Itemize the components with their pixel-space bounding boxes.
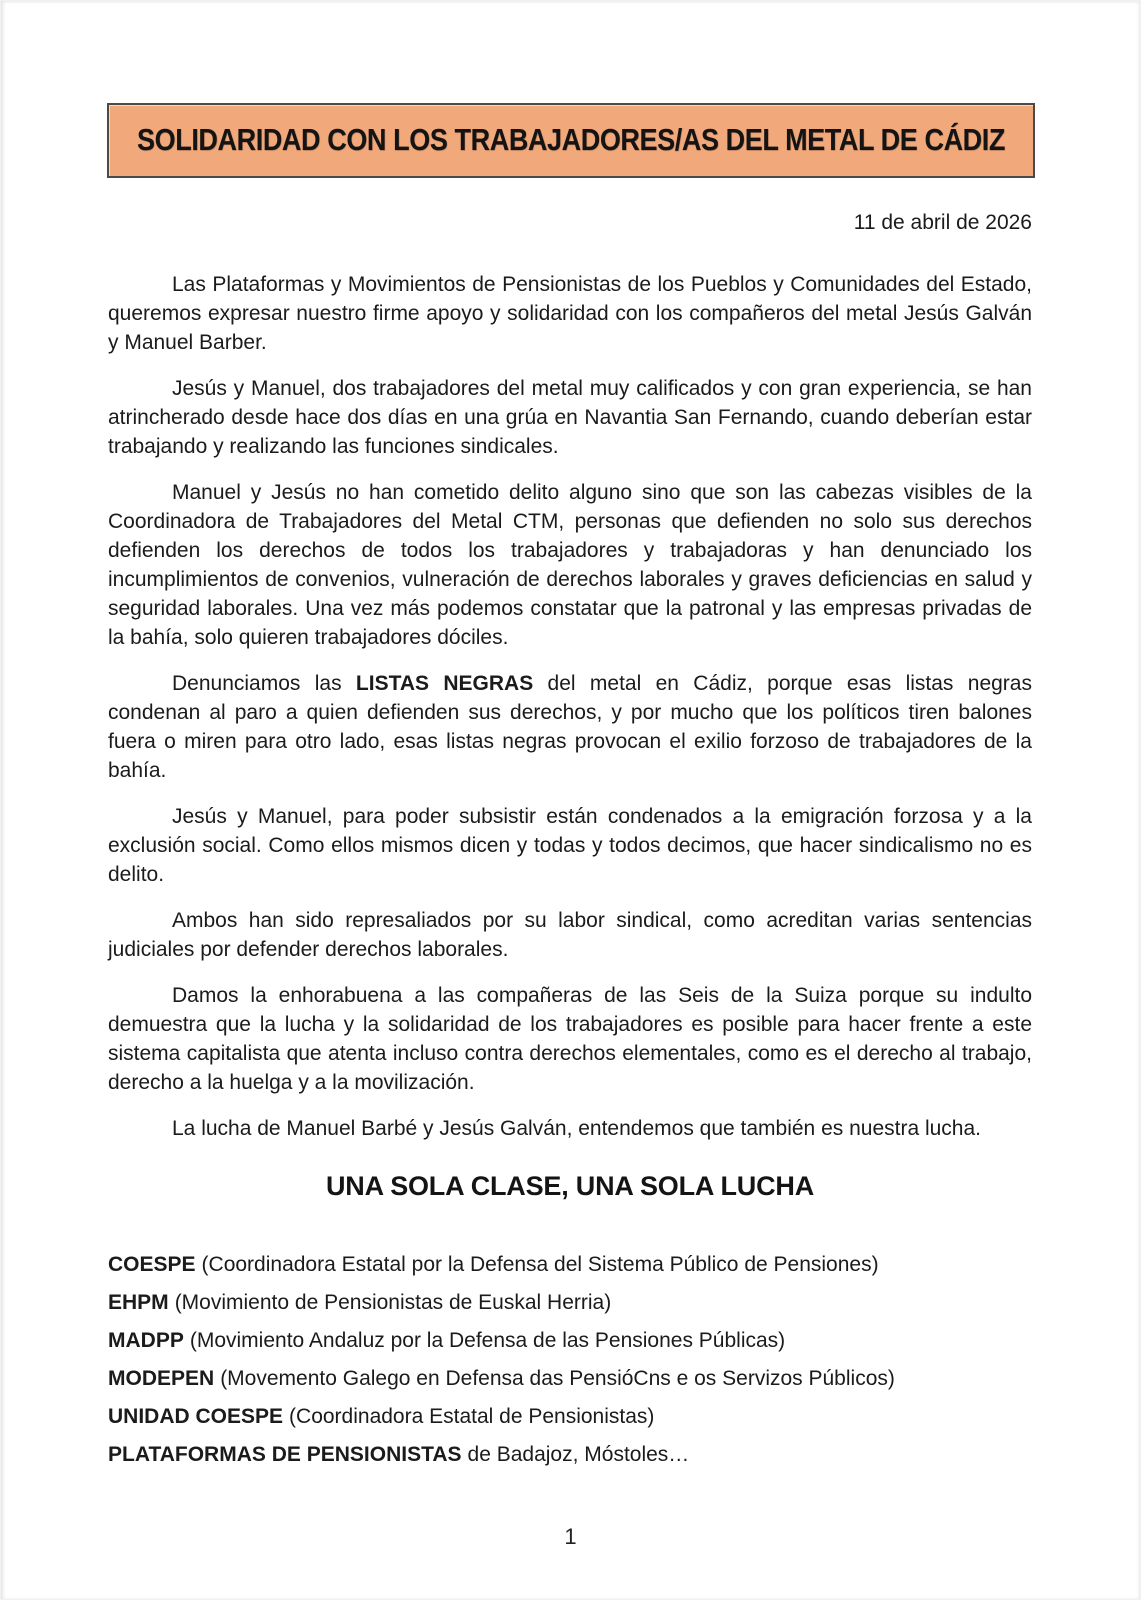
title-banner xyxy=(107,103,1035,178)
paragraph-1: Las Plataformas y Movimientos de Pensionistas de los Pueblos y Comunidades del Estado, queremos expresar nuestro firme apoyo y solidaridad con los compañeros del metal Jesús Galván y Manuel Barber. xyxy=(108,273,1032,354)
org-name: PLATAFORMAS DE PENSIONISTAS xyxy=(108,1443,462,1466)
org-description: (Movimiento Andaluz por la Defensa de las Pensiones Públicas) xyxy=(189,1329,786,1352)
page-number: 1 xyxy=(564,1524,577,1549)
paragraph-4-before: Denunciamos las xyxy=(172,672,356,695)
paragraph-7: Damos la enhorabuena a las compañeras de las Seis de la Suiza porque su indulto demuestra que la lucha y la solidaridad de los trabajadores es posible para hacer frente a este sistema capitalista que atenta incluso contra derechos elementales, como es el derecho al trabajo, derecho a la huelga y a la movilización. xyxy=(108,984,1032,1094)
organization-list xyxy=(108,1250,1032,1470)
document-title: SOLIDARIDAD CON LOS TRABAJADORES/AS DEL METAL DE CÁDIZ xyxy=(137,123,1005,157)
paragraph-2: Jesús y Manuel, dos trabajadores del metal muy calificados y con gran experiencia, se han atrincherado desde hace dos días en una grúa en Navantia San Fernando, cuando deberían estar trabajando y realizando las funciones sindicales. xyxy=(108,377,1032,458)
paragraph-8: La lucha de Manuel Barbé y Jesús Galván, entendemos que también es nuestra lucha. xyxy=(172,1117,982,1140)
paragraph-6: Ambos han sido represaliados por su labor sindical, como acreditan varias sentencias judiciales por defender derechos laborales. xyxy=(108,909,1032,961)
org-description: (Movemento Galego en Defensa das PensióCns e os Servizos Públicos) xyxy=(220,1367,895,1390)
org-list-item xyxy=(108,1440,1032,1470)
paragraph-4-after: del metal en Cádiz, porque esas listas negras condenan al paro a quien defienden sus derechos, y por mucho que los políticos tiren balones fuera o miren para otro lado, esas listas negras provocan el exilio forzoso de trabajadores de la bahía. xyxy=(108,672,1032,782)
paragraph-4 xyxy=(108,669,1032,785)
org-list-item xyxy=(108,1288,1032,1318)
org-name: UNIDAD COESPE xyxy=(108,1405,284,1428)
slogan-heading: UNA SOLA CLASE, UNA SOLA LUCHA xyxy=(326,1171,814,1201)
paragraph-3: Manuel y Jesús no han cometido delito alguno sino que son las cabezas visibles de la Coordinadora de Trabajadores del Metal CTM, personas que defienden no solo sus derechos defienden los derechos de todos los trabajadores y trabajadoras y han denunciado los incumplimientos de convenios, vulneración de derechos laborales y graves deficiencias en salud y seguridad laborales. Una vez más podemos constatar que la patronal y las empresas privadas de la bahía, solo quieren trabajadores dóciles. xyxy=(108,481,1032,649)
org-list-item xyxy=(108,1326,1032,1356)
org-name: COESPE xyxy=(108,1253,196,1276)
document-body xyxy=(108,270,1032,1143)
paragraph-5: Jesús y Manuel, para poder subsistir están condenados a la emigración forzosa y a la exclusión social. Como ellos mismos dicen y todas y todos decimos, que hacer sindicalismo no es delito. xyxy=(108,805,1032,886)
org-description: (Coordinadora Estatal por la Defensa del Sistema Público de Pensiones) xyxy=(201,1253,879,1276)
org-list-item xyxy=(108,1250,1032,1280)
date-line: 11 de abril de 2026 xyxy=(853,211,1032,234)
org-list-item xyxy=(108,1402,1032,1432)
org-name: MODEPEN xyxy=(108,1367,215,1390)
listas-negras-emphasis: LISTAS NEGRAS xyxy=(355,672,534,695)
org-description: de Badajoz, Móstoles… xyxy=(467,1443,690,1466)
org-name: MADPP xyxy=(108,1329,184,1352)
org-description: (Movimiento de Pensionistas de Euskal Herria) xyxy=(174,1291,612,1314)
org-name: EHPM xyxy=(108,1291,169,1314)
org-list-item xyxy=(108,1364,1032,1394)
org-description: (Coordinadora Estatal de Pensionistas) xyxy=(289,1405,655,1428)
